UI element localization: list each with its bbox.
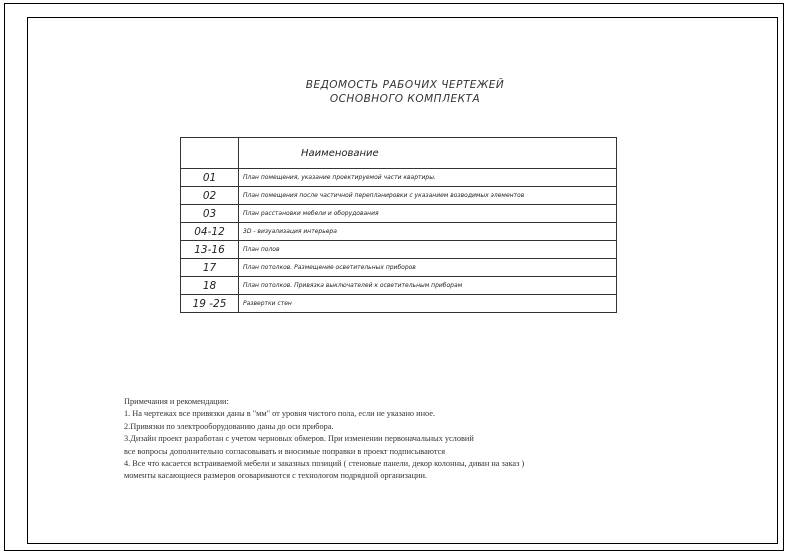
- table-row: [181, 241, 617, 259]
- notes-heading: Примечания и рекомендации:: [124, 397, 229, 406]
- sheet-name: План потолков. Размещение осветительных приборов: [239, 259, 617, 277]
- note-line: 2.Привязки по электрооборудованию даны до оси прибора.: [124, 421, 334, 431]
- sheet-number: 01: [181, 169, 239, 187]
- sheet-number: 02: [181, 187, 239, 205]
- note-line: 4. Все что касается встраиваемой мебели и заказных позиций ( стеновые панели, декор колонны, диван на заказ ): [124, 458, 525, 468]
- sheet-name: План полов: [239, 241, 617, 259]
- sheet-number: 17: [181, 259, 239, 277]
- note-line: 1. На чертежах все привязки даны в "мм" от уровня чистого пола, если не указано иное.: [124, 409, 436, 419]
- sheet-number: 19 -25: [181, 295, 239, 313]
- sheet-number: 04-12: [181, 223, 239, 241]
- table-row: [181, 259, 617, 277]
- table-row: [181, 205, 617, 223]
- sheet-name: План помещения, указание проектируемой части квартиры.: [239, 169, 617, 187]
- notes-block: [124, 396, 524, 483]
- header-name: Наименование: [239, 138, 617, 169]
- table-row: [181, 223, 617, 241]
- sheet-number: 18: [181, 277, 239, 295]
- sheet-number: 13-16: [181, 241, 239, 259]
- document-title-line2: ОСНОВНОГО КОМПЛЕКТА: [329, 93, 481, 105]
- note-line: 3.Дизайн проект разработан с учетом черновых обмеров. При изменении первоначальных условий: [124, 434, 474, 444]
- document-title-line1: ВЕДОМОСТЬ РАБОЧИХ ЧЕРТЕЖЕЙ: [305, 79, 505, 91]
- drawings-list-table: [180, 137, 617, 313]
- table-row: [181, 169, 617, 187]
- header-sheet-number: [181, 138, 239, 169]
- sheet-number: 03: [181, 205, 239, 223]
- sheet-name: 3D - визуализация интерьера: [239, 223, 617, 241]
- sheet-name: План расстановки мебели и оборудования: [239, 205, 617, 223]
- note-line: моменты касающиеся размеров оговариваются с технологом подрядной организации.: [124, 471, 427, 481]
- table-header-row: [181, 138, 617, 169]
- sheet-name: План помещения после частичной перепланировки с указанием возводимых элементов: [239, 187, 617, 205]
- sheet-name: Развертки стен: [239, 295, 617, 313]
- table-row: [181, 187, 617, 205]
- table-row: [181, 295, 617, 313]
- note-line: все вопросы дополнительно согласовывать и вносимые поправки в проект подписываются: [124, 446, 446, 456]
- sheet-name: План потолков. Привязка выключателей к осветительным приборам: [239, 277, 617, 295]
- table-row: [181, 277, 617, 295]
